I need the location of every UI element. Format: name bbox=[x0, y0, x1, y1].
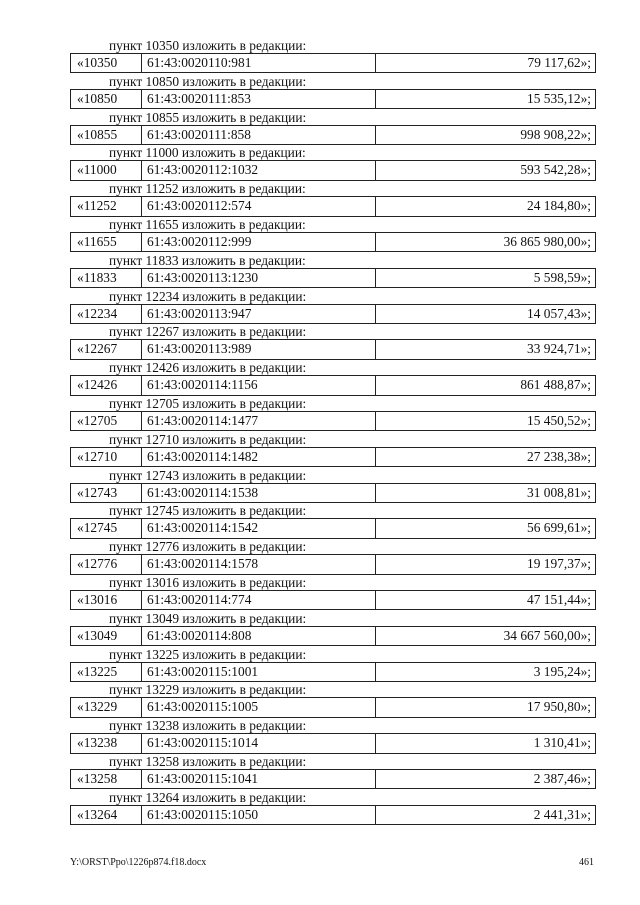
value-cell: 47 151,44»; bbox=[527, 591, 591, 607]
amendment-intro: пункт 11000 изложить в редакции: bbox=[109, 145, 306, 161]
item-number-cell: «12745 bbox=[71, 519, 142, 537]
amendment-intro: пункт 11833 изложить в редакции: bbox=[109, 252, 306, 268]
amendment-block bbox=[70, 790, 596, 826]
table-row bbox=[70, 554, 596, 574]
table-row bbox=[70, 160, 596, 180]
value-cell: 2 387,46»; bbox=[533, 770, 591, 786]
table-row bbox=[70, 196, 596, 216]
amendment-intro: пункт 12426 изложить в редакции: bbox=[109, 360, 307, 376]
item-number-cell: «13238 bbox=[71, 734, 142, 752]
table-row bbox=[70, 125, 596, 145]
amendment-block bbox=[70, 575, 596, 611]
file-path: Y:\ORST\Ppo\1226p874.f18.docx bbox=[70, 857, 207, 868]
table-row bbox=[70, 518, 596, 538]
cadastral-number-cell: 61:43:0020112:999 bbox=[142, 233, 376, 251]
amendment-intro: пункт 10350 изложить в редакции: bbox=[109, 38, 307, 53]
item-number-cell: «12743 bbox=[71, 484, 142, 502]
amendment-intro: пункт 13238 изложить в редакции: bbox=[109, 718, 307, 734]
item-number-cell: «12705 bbox=[71, 412, 142, 430]
item-number-cell: «10855 bbox=[71, 126, 142, 144]
table-row bbox=[70, 626, 596, 646]
item-number-cell: «11655 bbox=[71, 233, 142, 251]
amendment-intro: пункт 13229 изложить в редакции: bbox=[109, 682, 307, 698]
amendment-intro: пункт 10850 изложить в редакции: bbox=[109, 73, 307, 89]
cadastral-number-cell: 61:43:0020113:947 bbox=[142, 305, 376, 323]
item-number-cell: «10850 bbox=[71, 90, 142, 108]
table-row bbox=[70, 411, 596, 431]
table-row bbox=[70, 769, 596, 789]
cadastral-number-cell: 61:43:0020112:1032 bbox=[142, 161, 376, 179]
table-row bbox=[70, 662, 596, 682]
value-cell: 36 865 980,00»; bbox=[503, 233, 591, 249]
amendment-intro: пункт 13258 изложить в редакции: bbox=[109, 753, 307, 769]
amendment-block bbox=[70, 682, 596, 718]
cadastral-number-cell: 61:43:0020113:989 bbox=[142, 340, 376, 358]
table-row bbox=[70, 483, 596, 503]
amendment-intro: пункт 13264 изложить в редакции: bbox=[109, 789, 307, 805]
cadastral-number-cell: 61:43:0020114:808 bbox=[142, 627, 376, 645]
table-row bbox=[70, 805, 596, 825]
value-cell: 1 310,41»; bbox=[533, 735, 591, 751]
amendment-block bbox=[70, 718, 596, 754]
value-cell: 56 699,61»; bbox=[527, 520, 591, 536]
item-number-cell: «12267 bbox=[71, 340, 142, 358]
value-cell: 998 908,22»; bbox=[520, 126, 591, 142]
table-row bbox=[70, 697, 596, 717]
item-number-cell: «13229 bbox=[71, 698, 142, 716]
value-cell: 24 184,80»; bbox=[527, 198, 591, 214]
amendment-intro: пункт 12776 изложить в редакции: bbox=[109, 539, 307, 555]
amendment-intro: пункт 10855 изложить в редакции: bbox=[109, 109, 307, 125]
value-cell: 27 238,38»; bbox=[527, 448, 591, 464]
amendment-intro: пункт 12705 изложить в редакции: bbox=[109, 395, 307, 411]
item-number-cell: «13225 bbox=[71, 663, 142, 681]
amendment-intro: пункт 13049 изложить в редакции: bbox=[109, 610, 307, 626]
cadastral-number-cell: 61:43:0020112:574 bbox=[142, 197, 376, 215]
item-number-cell: «13049 bbox=[71, 627, 142, 645]
table-row bbox=[70, 89, 596, 109]
amendment-block bbox=[70, 324, 596, 360]
table-row bbox=[70, 447, 596, 467]
value-cell: 861 488,87»; bbox=[520, 377, 591, 393]
amendment-block bbox=[70, 38, 596, 74]
amendment-block bbox=[70, 74, 596, 110]
item-number-cell: «13264 bbox=[71, 806, 142, 824]
item-number-cell: «13258 bbox=[71, 770, 142, 788]
cadastral-number-cell: 61:43:0020114:1482 bbox=[142, 448, 376, 466]
value-cell: 33 924,71»; bbox=[527, 341, 591, 357]
item-number-cell: «12234 bbox=[71, 305, 142, 323]
value-cell: 17 950,80»; bbox=[527, 699, 591, 715]
item-number-cell: «13016 bbox=[71, 591, 142, 609]
cadastral-number-cell: 61:43:0020115:1041 bbox=[142, 770, 376, 788]
amendment-block bbox=[70, 360, 596, 396]
table-row bbox=[70, 590, 596, 610]
item-number-cell: «12710 bbox=[71, 448, 142, 466]
amendment-intro: пункт 11655 изложить в редакции: bbox=[109, 216, 306, 232]
item-number-cell: «11833 bbox=[71, 269, 142, 287]
cadastral-number-cell: 61:43:0020115:1001 bbox=[142, 663, 376, 681]
amendment-block bbox=[70, 539, 596, 575]
amendment-block bbox=[70, 754, 596, 790]
value-cell: 19 197,37»; bbox=[527, 556, 591, 572]
table-row bbox=[70, 304, 596, 324]
cadastral-number-cell: 61:43:0020114:1538 bbox=[142, 484, 376, 502]
amendment-intro: пункт 12234 изложить в редакции: bbox=[109, 288, 307, 304]
amendment-block bbox=[70, 253, 596, 289]
value-cell: 593 542,28»; bbox=[520, 162, 591, 178]
cadastral-number-cell: 61:43:0020113:1230 bbox=[142, 269, 376, 287]
document-body bbox=[70, 38, 596, 826]
amendment-block bbox=[70, 181, 596, 217]
value-cell: 5 598,59»; bbox=[533, 269, 591, 285]
amendment-block bbox=[70, 110, 596, 146]
cadastral-number-cell: 61:43:0020111:858 bbox=[142, 126, 376, 144]
item-number-cell: «12776 bbox=[71, 555, 142, 573]
amendment-block bbox=[70, 432, 596, 468]
amendment-block bbox=[70, 289, 596, 325]
value-cell: 15 535,12»; bbox=[527, 90, 591, 106]
table-row bbox=[70, 339, 596, 359]
amendment-intro: пункт 12745 изложить в редакции: bbox=[109, 503, 307, 519]
cadastral-number-cell: 61:43:0020114:1477 bbox=[142, 412, 376, 430]
value-cell: 14 057,43»; bbox=[527, 305, 591, 321]
table-row bbox=[70, 232, 596, 252]
item-number-cell: «10350 bbox=[71, 54, 142, 72]
amendment-intro: пункт 12710 изложить в редакции: bbox=[109, 431, 307, 447]
cadastral-number-cell: 61:43:0020114:1156 bbox=[142, 376, 376, 394]
cadastral-number-cell: 61:43:0020114:1578 bbox=[142, 555, 376, 573]
value-cell: 15 450,52»; bbox=[527, 412, 591, 428]
value-cell: 79 117,62»; bbox=[527, 55, 591, 70]
table-row bbox=[70, 733, 596, 753]
amendment-block bbox=[70, 503, 596, 539]
amendment-block bbox=[70, 396, 596, 432]
cadastral-number-cell: 61:43:0020114:774 bbox=[142, 591, 376, 609]
cadastral-number-cell: 61:43:0020110:981 bbox=[142, 54, 376, 72]
page-footer bbox=[70, 856, 596, 870]
item-number-cell: «12426 bbox=[71, 376, 142, 394]
amendment-block bbox=[70, 217, 596, 253]
amendment-intro: пункт 13016 изложить в редакции: bbox=[109, 574, 307, 590]
cadastral-number-cell: 61:43:0020115:1005 bbox=[142, 698, 376, 716]
page-number: 461 bbox=[579, 857, 594, 868]
amendment-intro: пункт 11252 изложить в редакции: bbox=[109, 181, 306, 197]
table-row bbox=[70, 375, 596, 395]
cadastral-number-cell: 61:43:0020114:1542 bbox=[142, 519, 376, 537]
table-row bbox=[70, 53, 596, 73]
amendment-intro: пункт 13225 изложить в редакции: bbox=[109, 646, 307, 662]
amendment-intro: пункт 12267 изложить в редакции: bbox=[109, 324, 307, 340]
cadastral-number-cell: 61:43:0020115:1050 bbox=[142, 806, 376, 824]
value-cell: 31 008,81»; bbox=[527, 484, 591, 500]
table-row bbox=[70, 268, 596, 288]
amendment-block bbox=[70, 647, 596, 683]
item-number-cell: «11252 bbox=[71, 197, 142, 215]
value-cell: 3 195,24»; bbox=[533, 663, 591, 679]
amendment-block bbox=[70, 468, 596, 504]
amendment-intro: пункт 12743 изложить в редакции: bbox=[109, 467, 307, 483]
amendment-block bbox=[70, 145, 596, 181]
amendment-block bbox=[70, 611, 596, 647]
value-cell: 2 441,31»; bbox=[533, 806, 591, 822]
cadastral-number-cell: 61:43:0020111:853 bbox=[142, 90, 376, 108]
item-number-cell: «11000 bbox=[71, 161, 142, 179]
cadastral-number-cell: 61:43:0020115:1014 bbox=[142, 734, 376, 752]
value-cell: 34 667 560,00»; bbox=[503, 627, 591, 643]
